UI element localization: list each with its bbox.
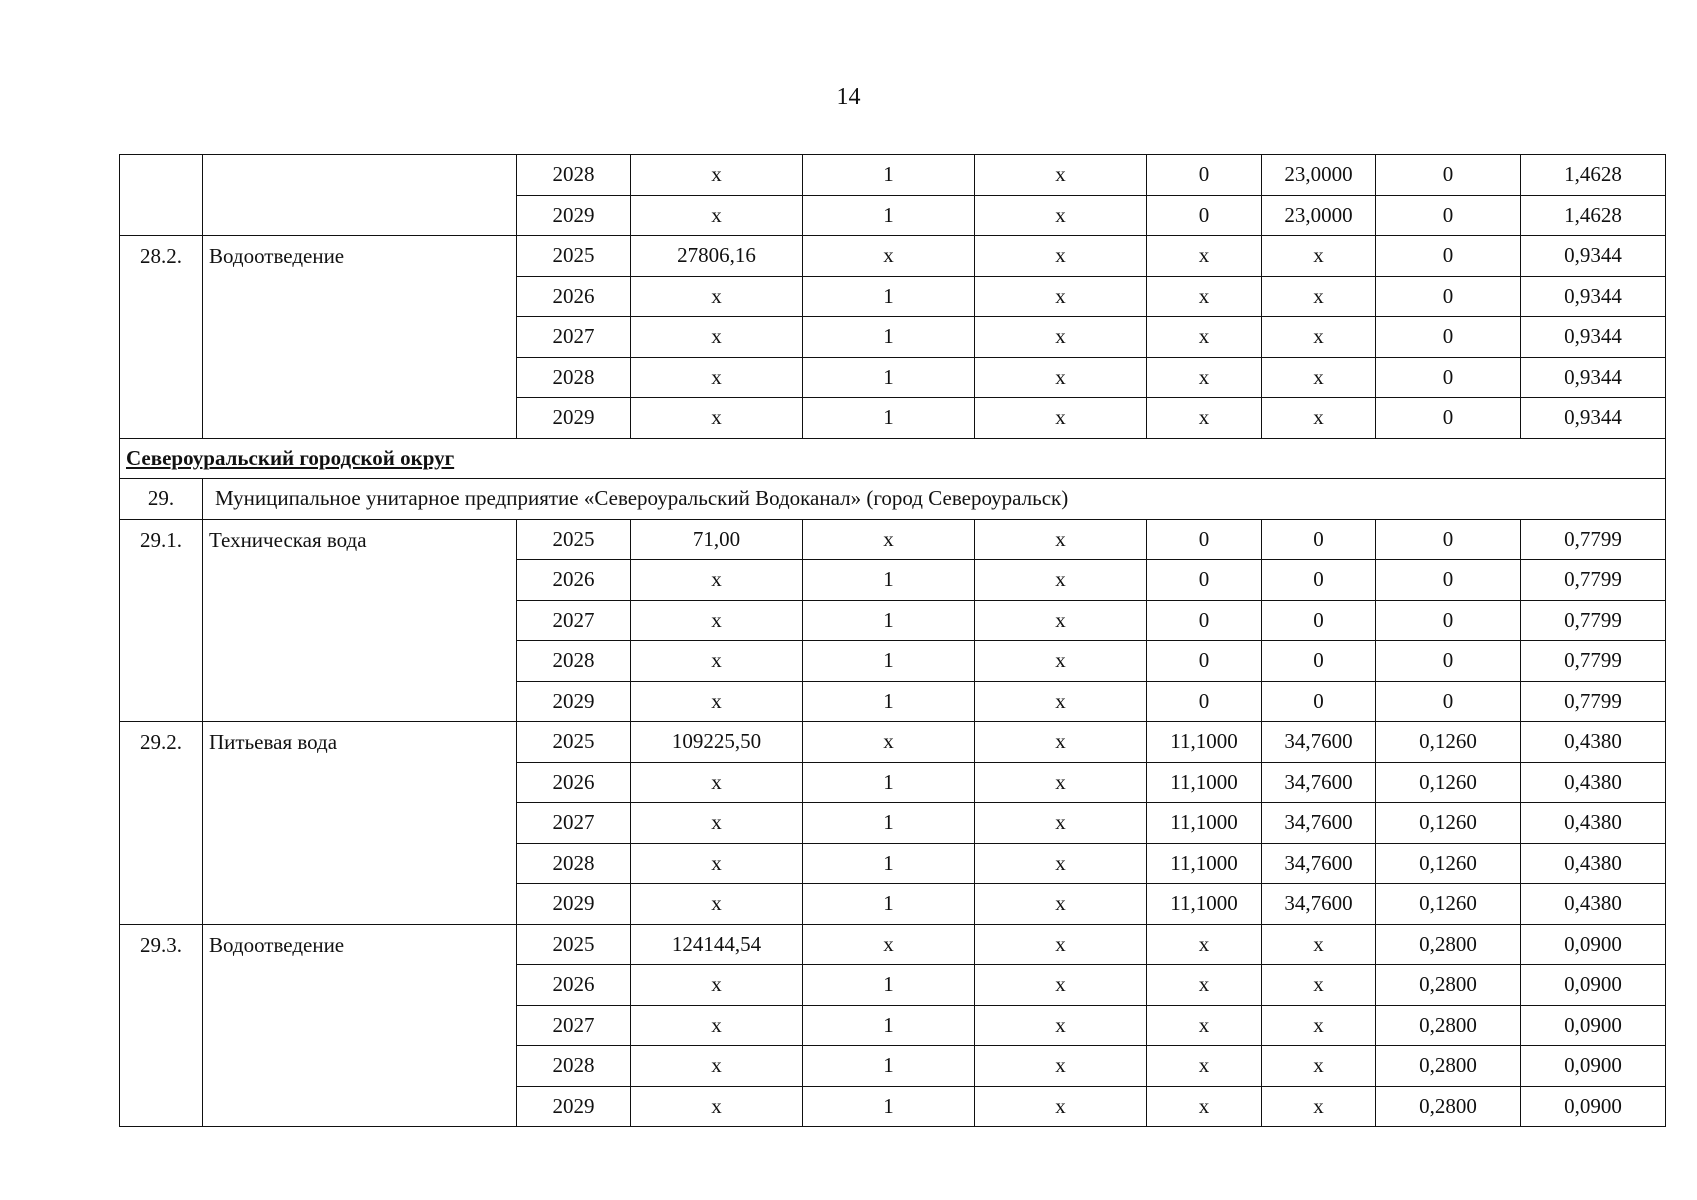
base-value-cell: x bbox=[631, 195, 803, 236]
indicator-b-cell: 0 bbox=[1262, 681, 1376, 722]
indicator-d-cell: 1,4628 bbox=[1521, 195, 1666, 236]
year-cell: 2026 bbox=[517, 560, 631, 601]
coefficient-cell: x bbox=[975, 398, 1147, 439]
year-cell: 2028 bbox=[517, 1046, 631, 1087]
base-value-cell: x bbox=[631, 965, 803, 1006]
indicator-b-cell: 0 bbox=[1262, 560, 1376, 601]
year-cell: 2028 bbox=[517, 641, 631, 682]
section-row bbox=[120, 438, 1666, 479]
index-cell: 1 bbox=[803, 884, 975, 925]
indicator-b-cell: 0 bbox=[1262, 519, 1376, 560]
indicator-b-cell: x bbox=[1262, 965, 1376, 1006]
index-cell: 1 bbox=[803, 803, 975, 844]
year-cell: 2026 bbox=[517, 762, 631, 803]
enterprise-row bbox=[120, 479, 1666, 520]
indicator-d-cell: 0,9344 bbox=[1521, 398, 1666, 439]
coefficient-cell: x bbox=[975, 803, 1147, 844]
indicator-c-cell: 0,2800 bbox=[1376, 1086, 1521, 1127]
indicator-a-cell: 0 bbox=[1147, 560, 1262, 601]
indicator-c-cell: 0,1260 bbox=[1376, 803, 1521, 844]
year-cell: 2025 bbox=[517, 924, 631, 965]
year-cell: 2029 bbox=[517, 681, 631, 722]
indicator-a-cell: x bbox=[1147, 317, 1262, 358]
year-cell: 2027 bbox=[517, 1005, 631, 1046]
indicator-c-cell: 0 bbox=[1376, 681, 1521, 722]
row-number: 29.1. bbox=[120, 519, 203, 722]
year-cell: 2026 bbox=[517, 276, 631, 317]
service-name bbox=[203, 155, 517, 236]
base-value-cell: x bbox=[631, 357, 803, 398]
base-value-cell: 124144,54 bbox=[631, 924, 803, 965]
base-value-cell: x bbox=[631, 843, 803, 884]
index-cell: 1 bbox=[803, 1086, 975, 1127]
base-value-cell: x bbox=[631, 600, 803, 641]
indicator-d-cell: 0,0900 bbox=[1521, 924, 1666, 965]
indicator-a-cell: 11,1000 bbox=[1147, 722, 1262, 763]
section-title: Североуральский городской округ bbox=[120, 438, 1666, 479]
row-number: 29. bbox=[120, 479, 203, 520]
tariff-table bbox=[119, 154, 1666, 1127]
coefficient-cell: x bbox=[975, 236, 1147, 277]
coefficient-cell: x bbox=[975, 1005, 1147, 1046]
indicator-d-cell: 0,0900 bbox=[1521, 1046, 1666, 1087]
coefficient-cell: x bbox=[975, 884, 1147, 925]
indicator-d-cell: 0,9344 bbox=[1521, 236, 1666, 277]
indicator-b-cell: x bbox=[1262, 1005, 1376, 1046]
index-cell: 1 bbox=[803, 600, 975, 641]
indicator-a-cell: 0 bbox=[1147, 155, 1262, 196]
indicator-d-cell: 0,4380 bbox=[1521, 803, 1666, 844]
coefficient-cell: x bbox=[975, 276, 1147, 317]
coefficient-cell: x bbox=[975, 155, 1147, 196]
table-row bbox=[120, 722, 1666, 763]
page-number: 14 bbox=[836, 84, 861, 110]
table-row bbox=[120, 519, 1666, 560]
indicator-b-cell: x bbox=[1262, 236, 1376, 277]
index-cell: 1 bbox=[803, 195, 975, 236]
indicator-b-cell: 34,7600 bbox=[1262, 803, 1376, 844]
indicator-b-cell: x bbox=[1262, 398, 1376, 439]
indicator-c-cell: 0,1260 bbox=[1376, 762, 1521, 803]
indicator-c-cell: 0 bbox=[1376, 155, 1521, 196]
year-cell: 2028 bbox=[517, 357, 631, 398]
coefficient-cell: x bbox=[975, 195, 1147, 236]
base-value-cell: 71,00 bbox=[631, 519, 803, 560]
indicator-c-cell: 0 bbox=[1376, 276, 1521, 317]
year-cell: 2025 bbox=[517, 519, 631, 560]
indicator-b-cell: x bbox=[1262, 1046, 1376, 1087]
base-value-cell: x bbox=[631, 560, 803, 601]
base-value-cell: x bbox=[631, 762, 803, 803]
indicator-b-cell: 23,0000 bbox=[1262, 155, 1376, 196]
indicator-a-cell: x bbox=[1147, 276, 1262, 317]
indicator-c-cell: 0,2800 bbox=[1376, 1046, 1521, 1087]
index-cell: 1 bbox=[803, 276, 975, 317]
index-cell: 1 bbox=[803, 398, 975, 439]
coefficient-cell: x bbox=[975, 762, 1147, 803]
indicator-c-cell: 0 bbox=[1376, 600, 1521, 641]
indicator-a-cell: x bbox=[1147, 1046, 1262, 1087]
indicator-c-cell: 0 bbox=[1376, 357, 1521, 398]
coefficient-cell: x bbox=[975, 600, 1147, 641]
indicator-a-cell: x bbox=[1147, 236, 1262, 277]
base-value-cell: x bbox=[631, 681, 803, 722]
indicator-d-cell: 0,9344 bbox=[1521, 276, 1666, 317]
indicator-c-cell: 0 bbox=[1376, 236, 1521, 277]
year-cell: 2027 bbox=[517, 317, 631, 358]
indicator-b-cell: 23,0000 bbox=[1262, 195, 1376, 236]
indicator-a-cell: 11,1000 bbox=[1147, 843, 1262, 884]
indicator-b-cell: 34,7600 bbox=[1262, 722, 1376, 763]
indicator-c-cell: 0,1260 bbox=[1376, 884, 1521, 925]
indicator-a-cell: 0 bbox=[1147, 195, 1262, 236]
year-cell: 2028 bbox=[517, 155, 631, 196]
coefficient-cell: x bbox=[975, 641, 1147, 682]
index-cell: 1 bbox=[803, 1046, 975, 1087]
coefficient-cell: x bbox=[975, 843, 1147, 884]
indicator-c-cell: 0,2800 bbox=[1376, 1005, 1521, 1046]
indicator-c-cell: 0 bbox=[1376, 195, 1521, 236]
table-row bbox=[120, 236, 1666, 277]
index-cell: 1 bbox=[803, 641, 975, 682]
service-name: Питьевая вода bbox=[203, 722, 517, 925]
coefficient-cell: x bbox=[975, 924, 1147, 965]
base-value-cell: x bbox=[631, 641, 803, 682]
indicator-d-cell: 0,4380 bbox=[1521, 762, 1666, 803]
indicator-d-cell: 0,4380 bbox=[1521, 884, 1666, 925]
base-value-cell: x bbox=[631, 1086, 803, 1127]
indicator-d-cell: 0,0900 bbox=[1521, 1005, 1666, 1046]
index-cell: x bbox=[803, 722, 975, 763]
base-value-cell: x bbox=[631, 398, 803, 439]
row-number bbox=[120, 155, 203, 236]
indicator-b-cell: 34,7600 bbox=[1262, 884, 1376, 925]
indicator-d-cell: 0,7799 bbox=[1521, 519, 1666, 560]
index-cell: 1 bbox=[803, 1005, 975, 1046]
indicator-a-cell: x bbox=[1147, 357, 1262, 398]
indicator-a-cell: x bbox=[1147, 1086, 1262, 1127]
indicator-d-cell: 0,7799 bbox=[1521, 560, 1666, 601]
coefficient-cell: x bbox=[975, 357, 1147, 398]
indicator-d-cell: 0,4380 bbox=[1521, 843, 1666, 884]
index-cell: x bbox=[803, 519, 975, 560]
coefficient-cell: x bbox=[975, 519, 1147, 560]
enterprise-name: Муниципальное унитарное предприятие «Североуральский Водоканал» (город Североуральск) bbox=[203, 479, 1666, 520]
indicator-b-cell: x bbox=[1262, 317, 1376, 358]
indicator-c-cell: 0 bbox=[1376, 317, 1521, 358]
base-value-cell: 27806,16 bbox=[631, 236, 803, 277]
indicator-d-cell: 0,0900 bbox=[1521, 1086, 1666, 1127]
indicator-a-cell: x bbox=[1147, 965, 1262, 1006]
year-cell: 2027 bbox=[517, 803, 631, 844]
base-value-cell: x bbox=[631, 1046, 803, 1087]
base-value-cell: x bbox=[631, 317, 803, 358]
indicator-c-cell: 0,1260 bbox=[1376, 722, 1521, 763]
index-cell: 1 bbox=[803, 681, 975, 722]
indicator-d-cell: 0,4380 bbox=[1521, 722, 1666, 763]
base-value-cell: x bbox=[631, 884, 803, 925]
indicator-a-cell: x bbox=[1147, 1005, 1262, 1046]
year-cell: 2029 bbox=[517, 1086, 631, 1127]
base-value-cell: x bbox=[631, 155, 803, 196]
indicator-b-cell: x bbox=[1262, 1086, 1376, 1127]
table-row bbox=[120, 924, 1666, 965]
service-name: Водоотведение bbox=[203, 236, 517, 439]
row-number: 29.3. bbox=[120, 924, 203, 1127]
year-cell: 2029 bbox=[517, 195, 631, 236]
index-cell: 1 bbox=[803, 357, 975, 398]
indicator-c-cell: 0,2800 bbox=[1376, 965, 1521, 1006]
indicator-b-cell: 34,7600 bbox=[1262, 762, 1376, 803]
row-number: 29.2. bbox=[120, 722, 203, 925]
index-cell: x bbox=[803, 924, 975, 965]
indicator-b-cell: x bbox=[1262, 357, 1376, 398]
indicator-b-cell: 34,7600 bbox=[1262, 843, 1376, 884]
index-cell: 1 bbox=[803, 560, 975, 601]
base-value-cell: x bbox=[631, 1005, 803, 1046]
year-cell: 2026 bbox=[517, 965, 631, 1006]
indicator-d-cell: 0,9344 bbox=[1521, 357, 1666, 398]
row-number: 28.2. bbox=[120, 236, 203, 439]
base-value-cell: 109225,50 bbox=[631, 722, 803, 763]
indicator-c-cell: 0 bbox=[1376, 398, 1521, 439]
coefficient-cell: x bbox=[975, 965, 1147, 1006]
year-cell: 2029 bbox=[517, 884, 631, 925]
indicator-b-cell: x bbox=[1262, 924, 1376, 965]
indicator-c-cell: 0 bbox=[1376, 641, 1521, 682]
indicator-d-cell: 1,4628 bbox=[1521, 155, 1666, 196]
index-cell: 1 bbox=[803, 843, 975, 884]
coefficient-cell: x bbox=[975, 1086, 1147, 1127]
indicator-d-cell: 0,9344 bbox=[1521, 317, 1666, 358]
indicator-c-cell: 0 bbox=[1376, 560, 1521, 601]
index-cell: 1 bbox=[803, 155, 975, 196]
year-cell: 2025 bbox=[517, 722, 631, 763]
indicator-c-cell: 0,1260 bbox=[1376, 843, 1521, 884]
index-cell: 1 bbox=[803, 965, 975, 1006]
indicator-c-cell: 0,2800 bbox=[1376, 924, 1521, 965]
coefficient-cell: x bbox=[975, 1046, 1147, 1087]
index-cell: 1 bbox=[803, 317, 975, 358]
indicator-a-cell: 11,1000 bbox=[1147, 762, 1262, 803]
indicator-a-cell: 11,1000 bbox=[1147, 884, 1262, 925]
index-cell: 1 bbox=[803, 762, 975, 803]
year-cell: 2028 bbox=[517, 843, 631, 884]
indicator-a-cell: 11,1000 bbox=[1147, 803, 1262, 844]
base-value-cell: x bbox=[631, 803, 803, 844]
coefficient-cell: x bbox=[975, 317, 1147, 358]
service-name: Водоотведение bbox=[203, 924, 517, 1127]
indicator-d-cell: 0,0900 bbox=[1521, 965, 1666, 1006]
year-cell: 2025 bbox=[517, 236, 631, 277]
indicator-a-cell: 0 bbox=[1147, 600, 1262, 641]
base-value-cell: x bbox=[631, 276, 803, 317]
coefficient-cell: x bbox=[975, 722, 1147, 763]
indicator-d-cell: 0,7799 bbox=[1521, 681, 1666, 722]
year-cell: 2029 bbox=[517, 398, 631, 439]
table-row bbox=[120, 155, 1666, 196]
coefficient-cell: x bbox=[975, 560, 1147, 601]
indicator-b-cell: 0 bbox=[1262, 641, 1376, 682]
table-body bbox=[120, 155, 1666, 1127]
indicator-b-cell: x bbox=[1262, 276, 1376, 317]
indicator-a-cell: x bbox=[1147, 924, 1262, 965]
indicator-a-cell: 0 bbox=[1147, 519, 1262, 560]
indicator-d-cell: 0,7799 bbox=[1521, 600, 1666, 641]
indicator-a-cell: 0 bbox=[1147, 681, 1262, 722]
indicator-c-cell: 0 bbox=[1376, 519, 1521, 560]
indicator-b-cell: 0 bbox=[1262, 600, 1376, 641]
service-name: Техническая вода bbox=[203, 519, 517, 722]
coefficient-cell: x bbox=[975, 681, 1147, 722]
indicator-a-cell: x bbox=[1147, 398, 1262, 439]
year-cell: 2027 bbox=[517, 600, 631, 641]
index-cell: x bbox=[803, 236, 975, 277]
indicator-a-cell: 0 bbox=[1147, 641, 1262, 682]
indicator-d-cell: 0,7799 bbox=[1521, 641, 1666, 682]
